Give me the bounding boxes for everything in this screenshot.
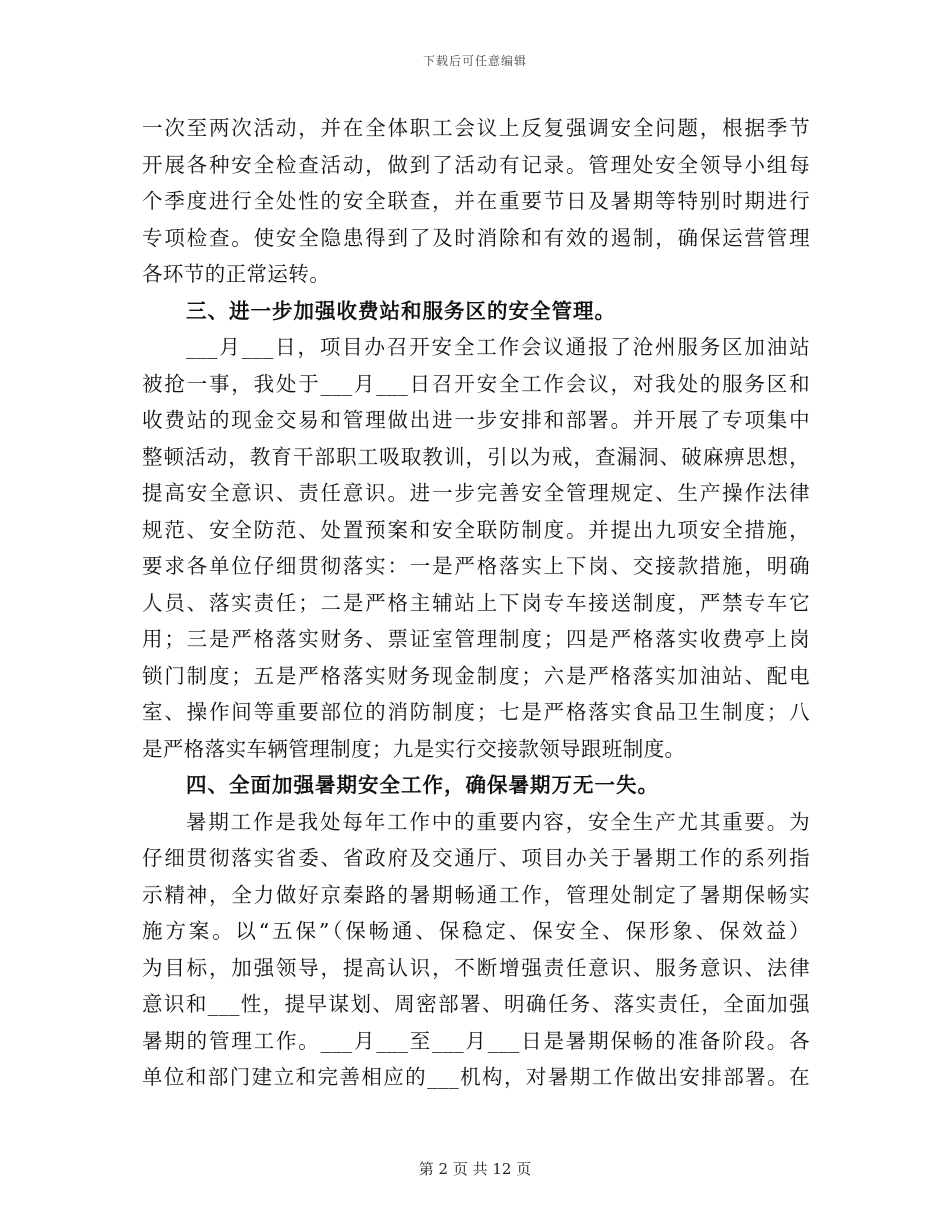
text-line: 仔细贯彻落实省委、省政府及交通厅、项目办关于暑期工作的系列指	[142, 846, 810, 870]
text-line: 各环节的正常运转。	[142, 262, 331, 286]
text-line: 收费站的现金交易和管理做出进一步安排和部署。并开展了专项集中	[142, 408, 810, 432]
text-line: 单位和部门建立和完善相应的___机构，对暑期工作做出安排部署。在	[142, 1065, 810, 1089]
text-line: 施方案。以“五保”（保畅通、保稳定、保安全、保形象、保效益）	[142, 919, 810, 943]
text-line: 要求各单位仔细贯彻落实：一是严格落实上下岗、交接款措施，明确	[142, 554, 810, 578]
document-body	[142, 110, 810, 1096]
text-line: 一次至两次活动，并在全体职工会议上反复强调安全问题，根据季节	[142, 116, 810, 140]
text-line: 室、操作间等重要部位的消防制度；七是严格落实食品卫生制度；八	[142, 700, 810, 724]
text-line: 用；三是严格落实财务、票证室管理制度；四是严格落实收费亭上岗	[142, 627, 810, 651]
text-line: 意识和___性，提早谋划、周密部署、明确任务、落实责任，全面加强	[142, 992, 810, 1016]
section-heading: 三、进一步加强收费站和服务区的安全管理。	[186, 298, 616, 323]
section-heading: 四、全面加强暑期安全工作，确保暑期万无一失。	[186, 773, 659, 797]
text-line: 暑期的管理工作。___月___至___月___日是暑期保畅的准备阶段。各	[142, 1028, 810, 1053]
text-line: 示精神，全力做好京秦路的暑期畅通工作，管理处制定了暑期保畅实	[142, 882, 810, 907]
page-header-note: 下载后可任意编辑	[422, 54, 527, 68]
text-line: 被抢一事，我处于___月___日召开安全工作会议，对我处的服务区和	[142, 371, 810, 396]
text-line: 开展各种安全检查活动，做到了活动有记录。管理处安全领导小组每	[142, 152, 810, 177]
page-number: 第 2 页 共 12 页	[418, 1160, 532, 1178]
text-line: 为目标，加强领导，提高认识，不断增强责任意识、服务意识、法律	[142, 955, 810, 980]
text-line: 暑期工作是我处每年工作中的重要内容，安全生产尤其重要。为	[186, 809, 810, 834]
text-line: 锁门制度；五是严格落实财务现金制度；六是严格落实加油站、配电	[142, 663, 810, 688]
text-line: 规范、安全防范、处置预案和安全联防制度。并提出九项安全措施，	[142, 517, 810, 542]
text-line: 提高安全意识、责任意识。进一步完善安全管理规定、生产操作法律	[142, 481, 810, 505]
text-line: 整顿活动，教育干部职工吸取教训，引以为戒，查漏洞、破麻痹思想，	[142, 444, 810, 469]
text-line: 人员、落实责任；二是严格主辅站上下岗专车接送制度，严禁专车它	[142, 590, 810, 615]
text-line: 专项检查。使安全隐患得到了及时消除和有效的遏制，确保运营管理	[142, 225, 810, 250]
text-line: ___月___日，项目办召开安全工作会议通报了沧州服务区加油站	[186, 335, 810, 359]
text-line: 是严格落实车辆管理制度；九是实行交接款领导跟班制度。	[142, 736, 686, 761]
text-line: 个季度进行全处性的安全联查，并在重要节日及暑期等特别时期进行	[142, 189, 810, 213]
